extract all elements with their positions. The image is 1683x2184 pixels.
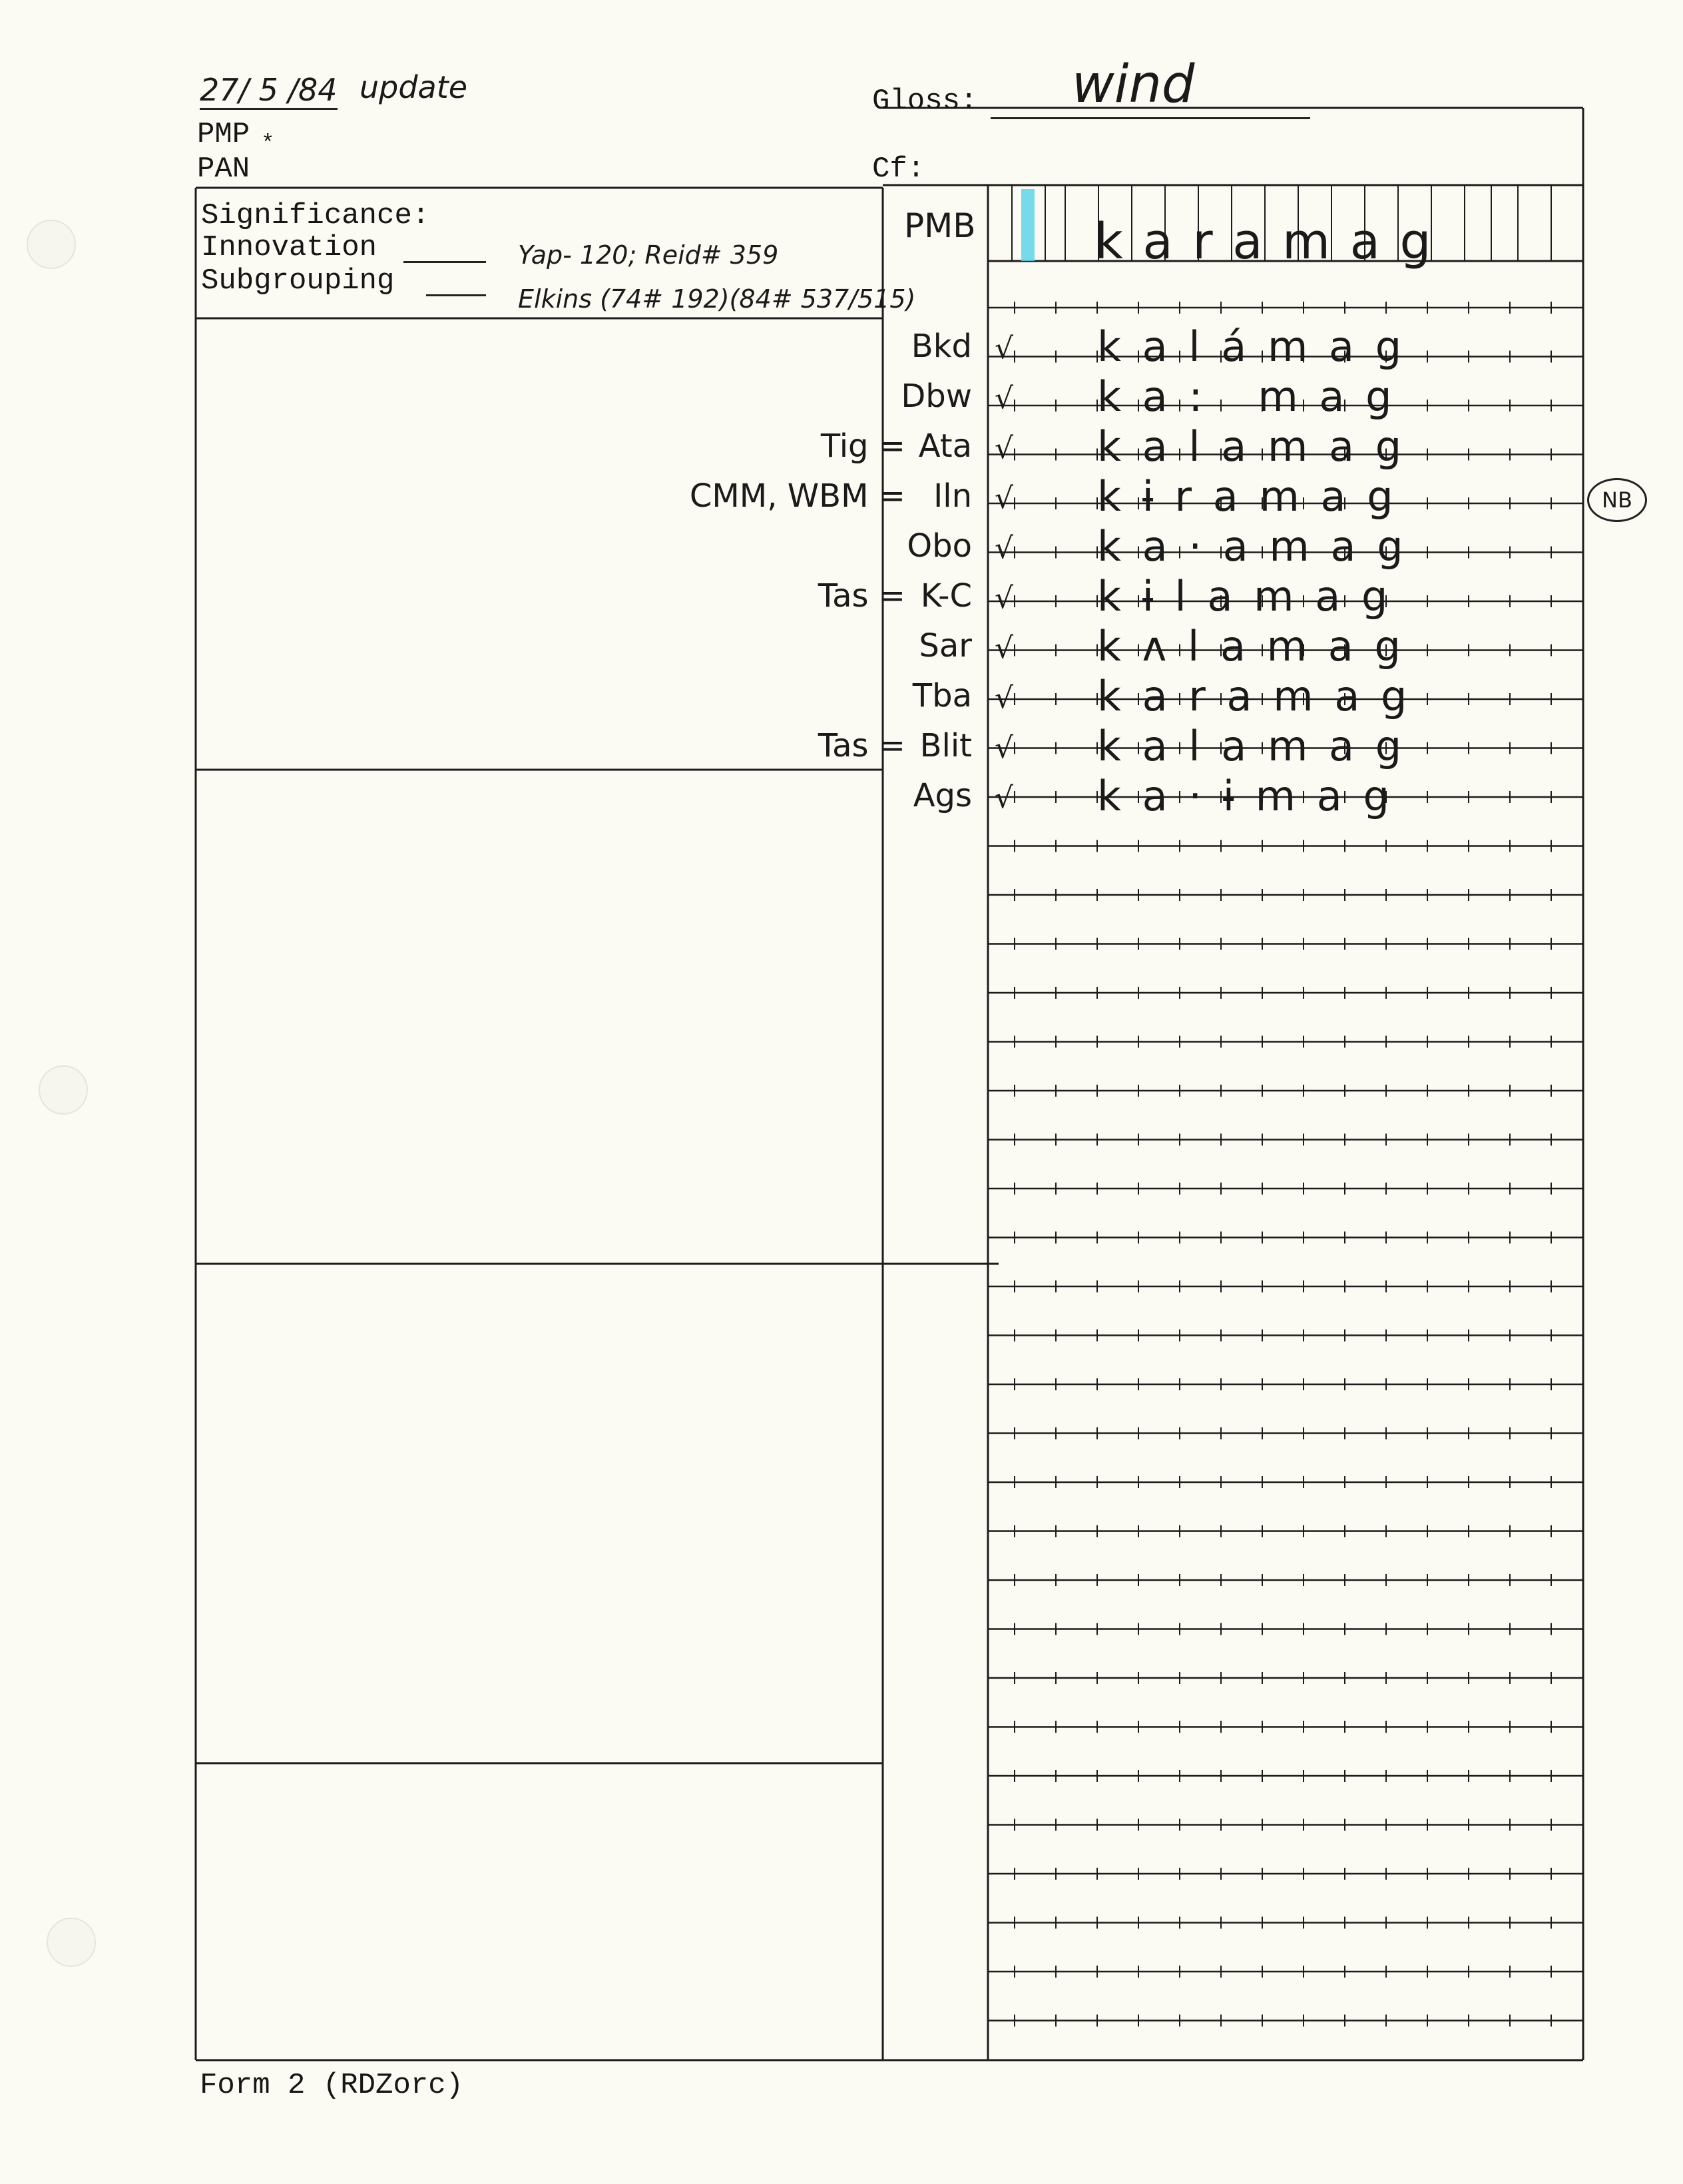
- reflex-form: k a r a m a g: [1097, 672, 1411, 720]
- check-mark: √: [995, 531, 1014, 565]
- innovation-blank: [403, 261, 486, 263]
- check-mark: √: [995, 731, 1014, 765]
- language-code: Ags: [913, 777, 972, 814]
- language-code: Sar: [919, 627, 972, 665]
- date-text: 27/ 5 /84: [200, 72, 338, 108]
- language-code: K-C: [920, 577, 972, 615]
- reflex-form: k a l á m a g: [1097, 322, 1406, 371]
- check-mark: √: [995, 481, 1014, 515]
- date-note: [200, 72, 338, 110]
- update-note: update: [360, 69, 468, 105]
- pmp-asterisk: *: [261, 132, 275, 157]
- language-code: Dbw: [901, 378, 972, 415]
- language-code: Tba: [912, 677, 972, 714]
- reflex-form: k a · a m a g: [1097, 522, 1407, 571]
- check-mark: √: [995, 332, 1014, 366]
- language-code: Blit: [919, 727, 972, 764]
- innovation-label: Innovation: [201, 231, 377, 264]
- form-footer: Form 2 (RDZorc): [200, 2069, 464, 2102]
- pan-label: PAN: [197, 152, 250, 186]
- gloss-label: Gloss:: [872, 85, 978, 118]
- check-mark: √: [995, 631, 1014, 665]
- check-mark: √: [995, 382, 1014, 415]
- check-mark: √: [995, 581, 1014, 615]
- highlight-mark: [1021, 189, 1035, 261]
- check-mark: √: [995, 781, 1014, 815]
- language-code: Obo: [907, 527, 972, 565]
- subgrouping-label: Subgrouping: [201, 264, 395, 298]
- check-mark: √: [995, 681, 1014, 715]
- gloss-underline: [991, 117, 1310, 119]
- reference-1: Yap- 120; Reid# 359: [518, 240, 779, 270]
- entry-prefix: CMM, WBM =: [689, 477, 905, 515]
- check-mark: √: [995, 431, 1014, 465]
- entry-prefix: Tas =: [818, 727, 905, 764]
- nb-marker: [1587, 478, 1647, 522]
- reflex-form: k a · ɨ m a g: [1097, 772, 1393, 820]
- reference-2: Elkins (74# 192)(84# 537/515): [518, 284, 916, 314]
- entry-prefix: Tig =: [820, 427, 905, 465]
- subgrouping-blank: [426, 294, 486, 296]
- reflex-form: k ɨ r a m a g: [1097, 472, 1397, 521]
- language-code: Iln: [933, 477, 972, 515]
- reflex-form: k ɨ l a m a g: [1097, 572, 1392, 621]
- proto-label: PMB: [904, 206, 976, 245]
- reflex-form: k ʌ l a m a g: [1097, 622, 1405, 671]
- reflex-form: k a : m a g: [1097, 372, 1396, 421]
- proto-form: k a r a m a g: [1094, 213, 1433, 270]
- reflex-form: k a l a m a g: [1097, 722, 1406, 770]
- entry-prefix: Tas =: [818, 577, 905, 615]
- reflex-form: k a l a m a g: [1097, 422, 1406, 471]
- nb-text: NB: [1602, 487, 1632, 513]
- language-code: Ata: [918, 427, 972, 465]
- pmp-label: PMP: [197, 118, 250, 151]
- language-code: Bkd: [911, 328, 972, 365]
- significance-title: Significance:: [201, 199, 430, 232]
- cf-label: Cf:: [872, 152, 925, 186]
- gloss-value: wind: [1072, 55, 1195, 115]
